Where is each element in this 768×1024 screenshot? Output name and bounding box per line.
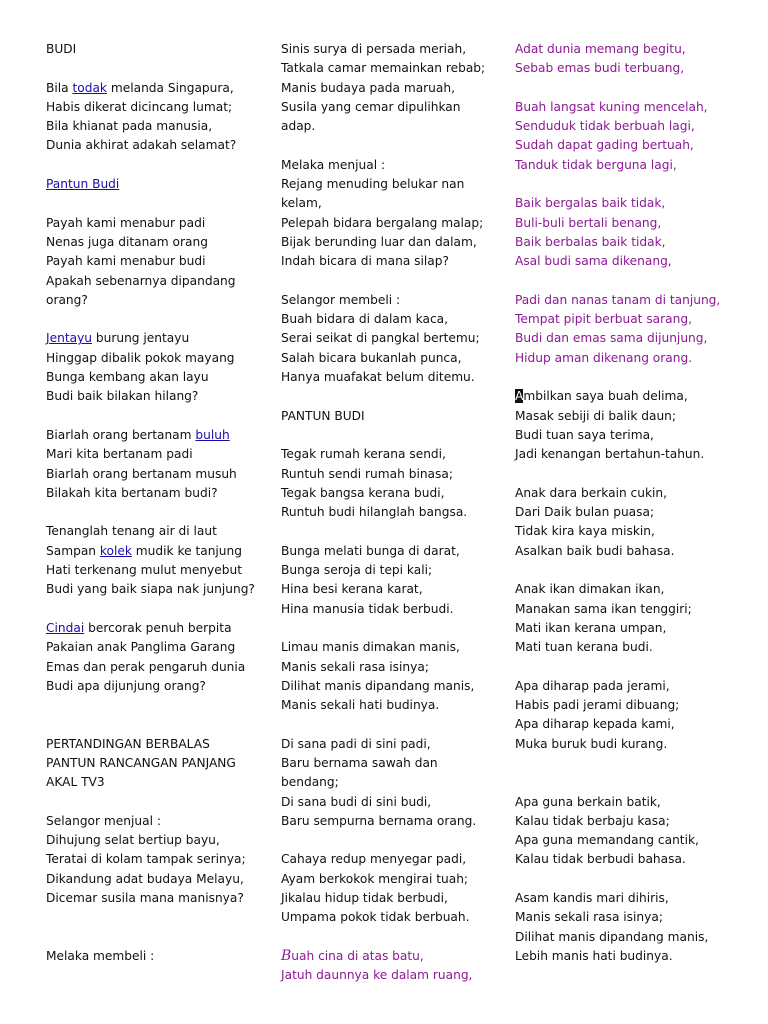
verse-line: Hidup aman dikenang orang. bbox=[515, 350, 693, 365]
verse-line: Tenanglah tenang air di laut bbox=[46, 524, 217, 539]
pantun-budi-link[interactable]: Pantun Budi bbox=[46, 177, 120, 192]
verse-line: Masak sebiji di balik daun; bbox=[515, 408, 677, 423]
verse-line: Bila todak melanda Singapura, bbox=[46, 80, 234, 95]
speaker-label: Melaka membeli : bbox=[46, 948, 155, 963]
buluh-link[interactable]: buluh bbox=[195, 427, 230, 442]
verse-line: Salah bicara bukanlah punca, bbox=[281, 350, 462, 365]
verse-line: Cindai bercorak penuh berpita bbox=[46, 620, 232, 635]
verse-line: Muka buruk budi kurang. bbox=[515, 736, 668, 751]
verse-line: Pakaian anak Panglima Garang bbox=[46, 640, 236, 655]
speaker-label: Selangor menjual : bbox=[46, 813, 161, 828]
verse-line: adap. bbox=[281, 119, 316, 134]
verse-line: Habis padi jerami dibuang; bbox=[515, 698, 680, 713]
verse-line: Runtuh sendi rumah binasa; bbox=[281, 466, 453, 481]
verse-line: Manis sekali hati budinya. bbox=[281, 698, 440, 713]
verse-line: Kalau tidak berbaju kasa; bbox=[515, 813, 670, 828]
verse-line: Anak ikan dimakan ikan, bbox=[515, 582, 665, 597]
cindai-link[interactable]: Cindai bbox=[46, 620, 85, 635]
section-heading: PANTUN RANCANGAN PANJANG bbox=[46, 755, 236, 770]
text-cursor-highlight[interactable]: A bbox=[515, 389, 524, 404]
verse-line: orang? bbox=[46, 292, 88, 307]
verse-line: Emas dan perak pengaruh dunia bbox=[46, 659, 246, 674]
verse-line: Jikalau hidup tidak berbudi, bbox=[281, 891, 448, 906]
verse-line: Budi dan emas sama dijunjung, bbox=[515, 331, 708, 346]
verse-line: Dari Daik bulan puasa; bbox=[515, 505, 655, 520]
section-heading: PERTANDINGAN BERBALAS bbox=[46, 736, 210, 751]
verse-line: Budi yang baik siapa nak junjung? bbox=[46, 582, 255, 597]
verse-line: Sampan kolek mudik ke tanjung bbox=[46, 543, 242, 558]
verse-line: Hina manusia tidak berbudi. bbox=[281, 601, 454, 616]
verse-line: Apakah sebenarnya dipandang bbox=[46, 273, 236, 288]
verse-line: Dicemar susila mana manisnya? bbox=[46, 891, 244, 906]
verse-line: Bunga melati bunga di darat, bbox=[281, 543, 460, 558]
verse-line: Payah kami menabur padi bbox=[46, 215, 206, 230]
verse-line: Anak dara berkain cukin, bbox=[515, 485, 668, 500]
verse-line: Bunga seroja di tepi kali; bbox=[281, 563, 433, 578]
verse-line: Dilihat manis dipandang manis, bbox=[515, 929, 709, 944]
verse-line: Apa diharap kepada kami, bbox=[515, 717, 675, 732]
verse-line: Rejang menuding belukar nan bbox=[281, 177, 465, 192]
verse-line: Pelepah bidara bergalang malap; bbox=[281, 215, 484, 230]
verse-line: Buli-buli bertali benang, bbox=[515, 215, 662, 230]
verse-line: Bilakah kita bertanam budi? bbox=[46, 485, 218, 500]
verse-line: Jentayu burung jentayu bbox=[46, 331, 190, 346]
verse-line: Manis sekali rasa isinya; bbox=[281, 659, 429, 674]
verse-line: Jatuh daunnya ke dalam ruang, bbox=[281, 968, 473, 983]
verse-line: Serai seikat di pangkal bertemu; bbox=[281, 331, 480, 346]
verse-line: Cahaya redup menyegar padi, bbox=[281, 852, 467, 867]
verse-line: Tegak rumah kerana sendi, bbox=[281, 447, 446, 462]
verse-line: Dilihat manis dipandang manis, bbox=[281, 678, 475, 693]
verse-line: Bijak berunding luar dan dalam, bbox=[281, 234, 477, 249]
verse-line: Budi baik bilakan hilang? bbox=[46, 389, 199, 404]
verse-line: Bila khianat pada manusia, bbox=[46, 119, 213, 134]
verse-line: Dikandung adat budaya Melayu, bbox=[46, 871, 244, 886]
section-heading: AKAL TV3 bbox=[46, 775, 105, 790]
verse-line: Senduduk tidak berbuah lagi, bbox=[515, 119, 695, 134]
verse-line: Limau manis dimakan manis, bbox=[281, 640, 460, 655]
speaker-label: Melaka menjual : bbox=[281, 157, 386, 172]
verse-line: Indah bicara di mana silap? bbox=[281, 254, 449, 269]
verse-line: Mati tuan kerana budi. bbox=[515, 640, 653, 655]
verse-line: Sudah dapat gading bertuah, bbox=[515, 138, 694, 153]
verse-line: Tatkala camar memainkan rebab; bbox=[281, 61, 486, 76]
verse-line: Mari kita bertanam padi bbox=[46, 447, 193, 462]
verse-line: Manis sekali rasa isinya; bbox=[515, 910, 663, 925]
verse-line: Buah cina di atas batu, bbox=[281, 947, 424, 964]
verse-line: Apa guna berkain batik, bbox=[515, 794, 661, 809]
column-middle bbox=[281, 40, 503, 986]
verse-line: Sinis surya di persada meriah, bbox=[281, 42, 467, 56]
verse-line: Jadi kenangan bertahun-tahun. bbox=[515, 447, 705, 462]
verse-line: Baik berbalas baik tidak, bbox=[515, 234, 666, 249]
drop-cap: B bbox=[281, 947, 292, 964]
verse-line: Runtuh budi hilanglah bangsa. bbox=[281, 505, 468, 520]
verse-line: Habis dikerat dicincang lumat; bbox=[46, 99, 233, 114]
verse-line: Payah kami menabur budi bbox=[46, 254, 206, 269]
verse-line: Dihujung selat bertiup bayu, bbox=[46, 833, 220, 848]
verse-line: Buah langsat kuning mencelah, bbox=[515, 99, 708, 114]
verse-line: Lebih manis hati budinya. bbox=[515, 948, 673, 963]
verse-line: Mati ikan kerana umpan, bbox=[515, 620, 667, 635]
speaker-label: Selangor membeli : bbox=[281, 292, 401, 307]
verse-line: Biarlah orang bertanam buluh bbox=[46, 427, 230, 442]
verse-line: Asalkan baik budi bahasa. bbox=[515, 543, 675, 558]
verse-line: Buah bidara di dalam kaca, bbox=[281, 312, 448, 327]
verse-line: Hati terkenang mulut menyebut bbox=[46, 563, 243, 578]
verse-line: kelam, bbox=[281, 196, 322, 211]
verse-line: Tegak bangsa kerana budi, bbox=[281, 485, 445, 500]
verse-line: Adat dunia memang begitu, bbox=[515, 42, 686, 56]
verse-line: Budi apa dijunjung orang? bbox=[46, 678, 206, 693]
jentayu-link[interactable]: Jentayu bbox=[46, 331, 93, 346]
todak-link[interactable]: todak bbox=[72, 80, 107, 95]
verse-line: Sebab emas budi terbuang, bbox=[515, 61, 685, 76]
verse-line: Susila yang cemar dipulihkan bbox=[281, 99, 461, 114]
verse-line: Asal budi sama dikenang, bbox=[515, 254, 672, 269]
verse-line: Kalau tidak berbudi bahasa. bbox=[515, 852, 686, 867]
verse-line: Dunia akhirat adakah selamat? bbox=[46, 138, 237, 153]
verse-line: Baru sempurna bernama orang. bbox=[281, 813, 477, 828]
verse-line: Biarlah orang bertanam musuh bbox=[46, 466, 237, 481]
verse-line: Ayam berkokok mengirai tuah; bbox=[281, 871, 469, 886]
verse-line: Di sana budi di sini budi, bbox=[281, 794, 432, 809]
kolek-link[interactable]: kolek bbox=[99, 543, 132, 558]
verse-line: Baru bernama sawah dan bbox=[281, 755, 438, 770]
verse-line: bendang; bbox=[281, 775, 339, 790]
verse-line: Asam kandis mari dihiris, bbox=[515, 891, 669, 906]
verse-line: Ambilkan saya buah delima, bbox=[515, 389, 688, 404]
column-right bbox=[515, 40, 760, 966]
verse-line: Tempat pipit berbuat sarang, bbox=[515, 312, 692, 327]
verse-line: Tanduk tidak berguna lagi, bbox=[515, 157, 677, 172]
verse-line: Apa guna memandang cantik, bbox=[515, 833, 699, 848]
verse-line: Budi tuan saya terima, bbox=[515, 427, 654, 442]
verse-line: Manakan sama ikan tenggiri; bbox=[515, 601, 692, 616]
verse-line: Teratai di kolam tampak serinya; bbox=[46, 852, 246, 867]
column-left bbox=[46, 40, 266, 966]
verse-line: Hanya muafakat belum ditemu. bbox=[281, 370, 475, 385]
verse-line: Padi dan nanas tanam di tanjung, bbox=[515, 292, 721, 307]
verse-line: Hina besi kerana karat, bbox=[281, 582, 423, 597]
verse-line: Di sana padi di sini padi, bbox=[281, 736, 431, 751]
verse-line: Bunga kembang akan layu bbox=[46, 370, 209, 385]
section-heading: PANTUN BUDI bbox=[281, 408, 365, 423]
verse-line: Hinggap dibalik pokok mayang bbox=[46, 350, 235, 365]
verse-line: Tidak kira kaya miskin, bbox=[515, 524, 655, 539]
verse-line: Nenas juga ditanam orang bbox=[46, 234, 208, 249]
verse-line: Baik bergalas baik tidak, bbox=[515, 196, 666, 211]
verse-line: Manis budaya pada maruah, bbox=[281, 80, 455, 95]
verse-line: Umpama pokok tidak berbuah. bbox=[281, 910, 470, 925]
verse-line: Apa diharap pada jerami, bbox=[515, 678, 670, 693]
document-title: BUDI bbox=[46, 42, 77, 56]
